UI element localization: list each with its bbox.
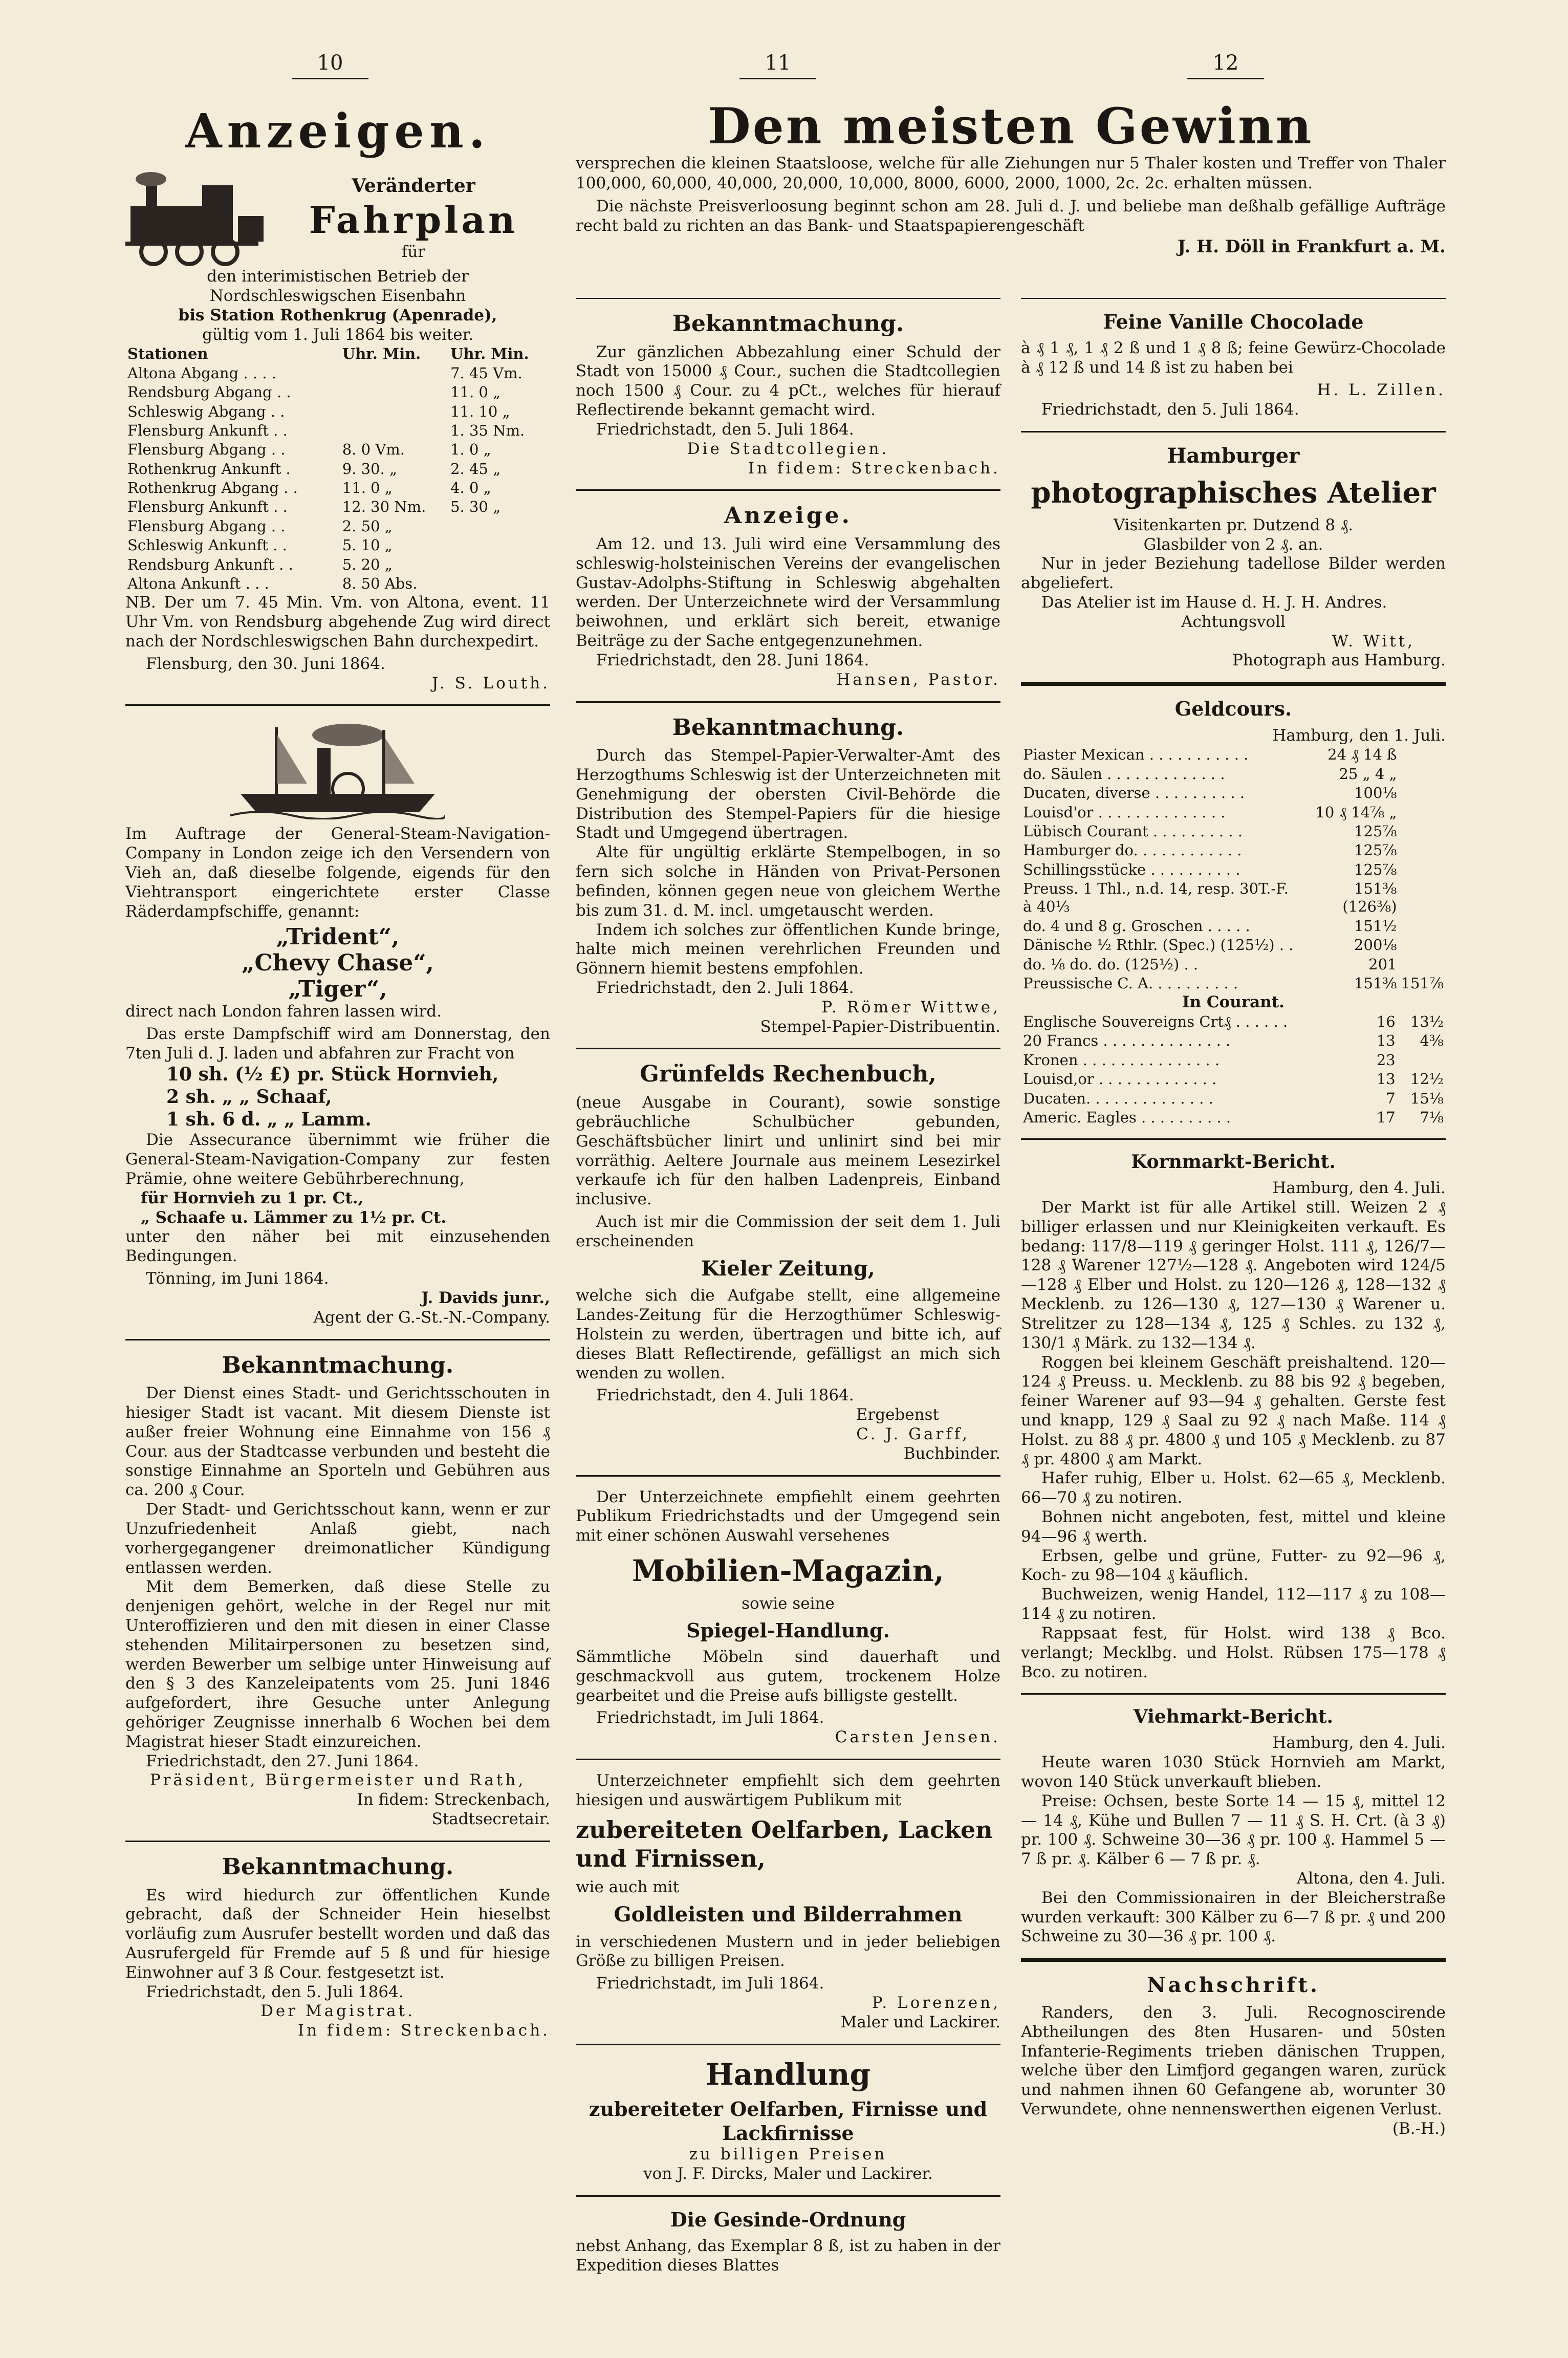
paragraph: Erbsen, gelbe und grüne, Futter- zu 92—96 ₰, Koch- zu 98—104 ₰ käuflich. [1021,1546,1446,1585]
table-cell: 151½ [1354,917,1397,935]
page-number-left: 10 [292,51,368,79]
table-row [1021,841,1446,860]
table-row [125,460,550,479]
fahrplan-title: Fahrplan [309,198,518,242]
table-row [125,497,550,516]
table-row [125,364,550,383]
fahrplan-ad [125,170,550,693]
table-cell [1399,955,1446,974]
signature: P. Römer Wittwe, [821,998,1000,1016]
paragraph: Zur gänzlichen Abbezahlung einer Schuld der Stadt von 15000 ₰ Cour., suchen die Stadtcollegien noch 1500 ₰ Cour. zu 4 pCt., welches für hierauf Reflectirende bekannt gemacht wird. [576,342,1000,420]
table-cell: Flensburg Ankunft . . [127,498,288,516]
signature: Der Magistrat. [260,2002,415,2021]
paragraph: Es wird hiedurch zur öffentlichen Kunde gebracht, daß der Schneider Hein hieselbst vorläufig zum Ausrufer bestellt worden und daß das Ausrufergeld für Fremde auf 5 ß und für hiesige Einwohner auf 3 ß Cour. festgesetzt ist. [125,1886,550,1982]
paragraph: Bohnen nicht angeboten, fest, mittel und kleine 94—96 ₰ werth. [1021,1508,1446,1546]
table-cell: Preuss. 1 Thl., n.d. 14, resp. 30T.-F. à 40⅓ [1023,880,1289,916]
signature: Buchbinder. [903,1444,1000,1463]
table-cell: Hamburger do. . . . . . . . . . . . [1023,841,1242,859]
table-cell [1399,841,1446,860]
paragraph: Hafer ruhig, Elber u. Holst. 62—65 ₰, Mecklenb. 66—70 ₰ zu notiren. [1021,1469,1446,1507]
signature: Hansen, Pastor. [836,670,1000,689]
table-row [125,536,550,555]
ad-text: von J. F. Dircks, Maler und Lackirer. [643,2164,933,2183]
right-column [1021,287,1446,2139]
paragraph: (neue Ausgabe in Courant), sowie sonstige gebräuchliche Schulbücher gebunden, Geschäftsbücher linirt und unlinirt sind bei mir vorräthig. Aeltere Journale aus meinem Lesezirkel verkaufe ich für den halben Ladenpreis, Einband inclusive. [576,1093,1000,1209]
table-cell: Kronen . . . . . . . . . . . . . . . [1023,1051,1220,1069]
bekanntmachung-title: Bekanntmachung. [222,1853,454,1880]
table-row [1021,822,1446,841]
atelier-ad [1021,444,1446,671]
table-row [1021,974,1446,993]
paragraph: Der Unterzeichnete empfiehlt einem geehrten Publikum Friedrichstadts und der Umgegend sein mit einer schönen Auswahl versehenes [576,1487,1000,1545]
table-cell [1399,879,1446,917]
ship-name: „Trident“, [276,924,400,950]
viehmarkt-bericht [1021,1706,1446,1946]
ad-title: Grünfelds Rechenbuch, [640,1061,937,1088]
table-cell: 2. 45 „ [450,460,501,478]
paragraph: Nur in jeder Beziehung tadellose Bilder werden abgeliefert. [1021,554,1446,593]
anzeige-title: Anzeige. [724,503,852,529]
paragraph: Preise: Ochsen, beste Sorte 14 — 15 ₰, mittel 12 — 14 ₰, Kühe und Bullen 7 — 11 ₰ S. H. Crt. (à 3 ₰) pr. 100 ₰. Schweine 30—36 ₰ pr. 100 ₰. Hammel 5 — 7 ß pr. ₰. Kälber 6 — 7 ß pr. ₰. [1021,1791,1446,1869]
paragraph: Heute waren 1030 Stück Hornvieh am Markt, wovon 140 Stück unverkauft blieben. [1021,1753,1446,1791]
signature: W. Witt, [1332,632,1415,651]
left-column [125,87,550,2041]
signature: H. L. Zillen. [1317,380,1446,399]
paragraph: Der Stadt- und Gerichtsschout kann, wenn er zur Unzufriedenheit Anlaß giebt, nach vorhergegangener dreimonatlicher Kündigung entlassen werden. [125,1500,550,1577]
table-row [1021,765,1446,784]
signature: J. H. Döll in Frankfurt a. M. [1178,236,1446,257]
table-cell [340,364,448,383]
mobilien-ad [576,1488,1000,1747]
signature: In fidem: Streckenbach. [748,459,1000,478]
paragraph: Randers, den 3. Juli. Recognoscirende Abtheilungen des 8ten Husaren- und 50sten Infanterie-Regiments trieben dänischen Truppen, welche über den Limfjord gegangen waren, zurück und nahmen ihnen 60 Gefangene ab, worunter 30 Verwundete, ohne nennenswerthen eigenen Verlust. [1021,2003,1446,2119]
section-date: Hamburg, den 1. Juli. [1272,726,1446,745]
fahrplan-subtitle: den interimistischen Betrieb der Nordschleswigschen Eisenbahn [207,267,469,306]
table-cell: 5. 10 „ [342,536,393,554]
fahrplan-valid: gültig vom 1. Juli 1864 bis weiter. [202,325,473,344]
table-cell [1399,860,1446,879]
place-date: Friedrichstadt, im Juli 1864. [596,1708,824,1727]
table-cell: Ducaten, diverse . . . . . . . . . . [1023,784,1245,802]
column-header: Uhr. Min. [450,345,529,363]
table-cell: 25 „ 4 „ [1339,765,1397,783]
geldcours [1021,697,1446,1127]
ship-name: „Tiger“, [288,976,387,1002]
paragraph: Der Markt ist für alle Artikel still. Weizen 2 ₰ billiger erlassen und nur Kleinigkeiten verkauft. Es bedang: 117/8—119 ₰ geringer Holst. 111 ₰, 126/7—128 ₰ Warener 127½—128 ₰. Angeboten wird 124/5—128 ₰ Elber und Holst. zu 120—126 ₰, 128—132 ₰ Mecklenb. zu 126—130 ₰, 127—130 ₰ Warener u. Strelitzer zu 128—134 ₰, 125 ₰ Schles. zu 132 ₰, 130/1 ₰ Märk. zu 132—134 ₰. [1021,1198,1446,1352]
steamer-signature: J. Davids junr., [421,1288,550,1307]
table-cell [340,383,448,402]
table-cell: 20 Francs . . . . . . . . . . . . . . [1023,1032,1231,1050]
bekanntmachung-schout [125,1352,550,1829]
table-row [1021,745,1446,764]
section-title: Nachschrift. [1147,1973,1320,1998]
section-subtitle: In Courant. [1182,993,1284,1012]
table-cell: 11. 10 „ [450,402,510,420]
table-row [125,517,550,536]
table-cell: Louisd'or . . . . . . . . . . . . . . [1023,803,1226,821]
geldcours-table [1021,745,1446,993]
table-row [1021,1108,1446,1127]
table-cell: Schillingsstücke . . . . . . . . . . [1023,860,1240,878]
table-cell: 16 [1376,1013,1396,1031]
paragraph: nebst Anhang, das Exemplar 8 ß, ist zu haben in der Expedition dieses Blattes [576,2237,1000,2275]
ad-text: sowie seine [742,1594,835,1613]
table-cell: 17 [1376,1108,1396,1126]
table-cell: Flensburg Abgang . . [127,517,286,535]
signature: C. J. Garff, [856,1425,970,1444]
section-title: Kornmarkt-Bericht. [1131,1151,1336,1173]
table-row [1021,803,1446,822]
ad-text: Achtungsvoll [1181,612,1286,631]
ad-text: Glasbilder von 2 ₰. an. [1143,535,1323,554]
place-date: Friedrichstadt, den 5. Juli 1864. [1041,400,1299,419]
signature: Stempel-Papier-Distribuentin. [760,1017,1000,1036]
table-cell: Rothenkrug Ankunft . [127,460,291,478]
paragraph: Unterzeichneter empfiehlt sich dem geehrten hiesigen und auswärtigem Publikum mit [576,1771,1000,1809]
gruenfeld-ad [576,1061,1000,1463]
paragraph: Der Dienst eines Stadt- und Gerichtsschouten in hiesiger Stadt ist vacant. Mit diesem Dienste ist außer freier Wohnung eine Einnahme von 156 ₰ Cour. aus der Stadtcasse verbunden und besteht die sonstige Einnahme an Sporteln und Gebühren aus ca. 200 ₰ Cour. [125,1384,550,1500]
place-date: Friedrichstadt, den 27. Juni 1864. [146,1751,419,1770]
ad-text: wie auch mit [576,1877,680,1896]
table-cell: 7. 45 Vm. [450,364,522,382]
signature: Stadtsecretair. [431,1810,550,1829]
ad-title: Mobilien-Magazin, [632,1553,944,1589]
gesinde-ad [576,2208,1000,2276]
table-cell [1399,765,1446,784]
table-cell: 151⅜ [1354,974,1397,992]
signature: Ergebenst [856,1405,939,1424]
table-row [1021,955,1446,974]
table-cell [340,421,448,440]
table-cell: 5. 30 „ [450,498,501,516]
paragraph: welche sich die Aufgabe stellt, eine allgemeine Landes-Zeitung für die Herzogthümer Schleswig-Holstein zu werden, übertragen und bitte ich, auf dieses Blatt Reflectirende, gefälligst an mich sich wenden zu wollen. [576,1286,1000,1382]
table-cell: 12½ [1410,1070,1444,1088]
table-cell: Lübisch Courant . . . . . . . . . . [1023,822,1243,840]
steamer-agent: Agent der G.-St.-N.-Company. [313,1308,550,1327]
steamer-direct: direct nach London fahren lassen wird. [125,1002,442,1021]
page-number-middle: 11 [739,51,816,79]
table-cell: Flensburg Ankunft . . [127,421,288,439]
table-cell: 13 [1376,1070,1396,1088]
page-number-right: 12 [1187,51,1264,79]
steamer-more: unter den näher bei mit einzusehenden Bedingungen. [125,1227,550,1266]
steamer-first: Das erste Dampfschiff wird am Donnerstag, den 7ten Juli d. J. laden und abfahren zur Fracht von [125,1025,550,1063]
ad-title: Goldleisten und Bilderrahmen [614,1902,963,1927]
table-cell: 8. 50 Abs. [342,574,418,592]
fahrplan-kicker: Veränderter [352,175,475,197]
table-row [1021,917,1446,936]
ad-title: Die Gesinde-Ordnung [670,2208,906,2231]
signature: (B.-H.) [1392,2119,1446,2138]
table-cell [1399,803,1446,822]
table-cell: 15⅛ [1410,1089,1444,1107]
rate-line: 10 sh. (½ £) pr. Stück Hornvieh, [166,1063,499,1085]
table-cell: Flensburg Abgang . . [127,441,286,459]
paragraph: Indem ich solches zur öffentlichen Kunde bringe, halte mich meinen verehrlichen Freunden und Gönnern hiemit bestens empfohlen. [576,920,1000,978]
table-cell: 4. 0 „ [450,479,491,497]
table-cell: Ducaten. . . . . . . . . . . . . . [1023,1089,1213,1107]
signature: P. Lorenzen, [872,1993,1000,2012]
paragraph: Bei den Commissionairen in der Bleicherstraße wurden verkauft: 300 Kälber zu 6—7 ß pr. ₰ und 200 Schweine zu 30—36 ₰ pr. 100 ₰. [1021,1888,1446,1946]
anzeigen-heading: Anzeigen. [185,103,490,159]
paragraph: Am 12. und 13. Juli wird eine Versammlung des schleswig-holsteinischen Vereins der evangelischen Gustav-Adolphs-Stiftung in Schleswig abgehalten werden. Der Unterzeichnete wird der Versammlung beiwohnen, und erklärt sich bereit, etwanige Beiträge zu der Sache entgegenzunehmen. [576,535,1000,651]
paragraph: Alte für ungültig erklärte Stempelbogen, in so fern sich solche in Händen von Privat-Personen befinden, können gegen neue von gleichem Werthe bis zum 31. d. M. incl. umgetauscht werden. [576,843,1000,920]
table-cell [1399,936,1446,955]
steamship-icon [230,717,445,819]
table-cell: 24 ₰ 14 ß [1327,746,1397,764]
table-cell: 2. 50 „ [342,517,393,535]
section-date: Hamburg, den 4. Juli. [1272,1734,1446,1753]
ad-title: Spiegel-Handlung. [686,1618,890,1642]
fahrplan-station: bis Station Rothenkrug (Apenrade), [178,306,497,325]
section-title: Geldcours. [1174,697,1292,721]
place-date: Friedrichstadt, den 2. Juli 1864. [596,978,854,997]
rate-line: 2 sh. „ „ Schaaf, [166,1086,332,1108]
table-cell [448,555,550,574]
table-cell: 151⅜ (126⅜) [1342,880,1397,916]
ad-title: Kieler Zeitung, [701,1256,875,1281]
fahrplan-signature: J. S. Louth. [431,674,550,693]
steamer-place-date: Tönning, im Juni 1864. [146,1269,329,1288]
signature: In fidem: Streckenbach, [357,1790,550,1809]
table-row [1021,860,1446,879]
ad-title: Feine Vanille Chocolade [1103,310,1364,333]
paragraph: à ₰ 1 ₰, 1 ₰ 2 ß und 1 ₰ 8 ß; feine Gewürz-Chocolade à ₰ 12 ß und 14 ß ist zu haben bei [1021,339,1446,377]
table-cell [1398,1051,1446,1070]
paragraph: Mit dem Bemerken, daß diese Stelle zu denjenigen gehört, welche in der Regel nur mit Unteroffizieren und den mit diesen in einer Classe stehenden Militairpersonen zu besetzen sind, werden Bewerber um selbige unter Hinweisung auf den § 3 des Kanzeleipatents vom 25. Juni 1846 aufgefordert, ihre Gesuche unter Anlegung gehöriger Zeugnisse innerhalb 6 Wochen bei dem Magistrat hieser Stadt einzureichen. [125,1577,550,1751]
table-cell: 125⅞ [1354,841,1397,859]
table-row [1021,1051,1446,1070]
bekanntmachung-ausrufer [125,1853,550,2041]
table-cell [1399,822,1446,841]
section-date: Hamburg, den 4. Juli. [1272,1179,1446,1198]
signature: Die Stadtcollegien. [687,439,889,458]
table-cell: Rendsburg Abgang . . [127,383,291,401]
table-cell: 23 [1376,1051,1396,1069]
table-cell: 11. 0 „ [450,383,501,401]
fahrplan-table [125,344,550,593]
steamer-intro: Im Auftrage der General-Steam-Navigation-Company in London zeige ich den Versendern von Vieh an, daß dieselbe folgende, eigends für den Viehtransport eingerichtete erster Classe Räderdampfschiffe, genannt: [125,825,550,921]
table-row [125,479,550,497]
place-date: Friedrichstadt, im Juli 1864. [596,1974,824,1993]
ad-title: Hamburger [1167,443,1300,468]
table-cell: Rothenkrug Abgang . . [127,479,298,497]
paragraph: Auch ist mir die Commission der seit dem 1. Juli erscheinenden [576,1212,1000,1250]
nachschrift [1021,1973,1446,2138]
table-cell: 125⅞ [1354,822,1397,840]
ad-text: zubereiteter Oelfarben, Firnisse und [589,2097,988,2121]
table-cell: 9. 30. „ [342,460,398,478]
fahrplan-note: NB. Der um 7. 45 Min. Vm. von Altona, event. 11 Uhr Vm. von Rendsburg abgehende Zug wird direct nach der Nordschleswigschen Bahn durchexpedirt. [125,593,550,651]
table-cell: 201 [1368,955,1397,973]
table-row [1021,1012,1446,1031]
locomotive-icon [125,170,269,267]
table-row [125,574,550,593]
table-row [1021,1070,1446,1089]
table-row [125,383,550,402]
table-cell: Dänische ½ Rthlr. (Spec.) (125½) . . [1023,936,1294,954]
anzeige-versammlung [576,502,1000,689]
paragraph: Das Atelier ist im Hause d. H. J. H. Andres. [1041,593,1387,612]
table-cell: 4⅜ [1420,1032,1444,1050]
table-row [1021,936,1446,955]
paragraph: Buchweizen, wenig Handel, 112—117 ₰ zu 108—114 ₰ zu notiren. [1021,1585,1446,1624]
place-date: Friedrichstadt, den 5. Juli 1864. [596,420,854,439]
table-row [125,440,550,459]
table-cell [448,574,550,593]
paragraph: Sämmtliche Möbeln sind dauerhaft und geschmackvoll aus gutem, trockenem Holze gearbeitet und die Preise aufs billigste gestellt. [576,1648,1000,1705]
table-cell: 151⅞ [1401,974,1444,992]
ad-text: Lackfirnisse [722,2121,854,2145]
ad-title: photographisches Atelier [1031,476,1436,510]
steamer-ad [125,717,550,1327]
lottery-headline: Den meisten Gewinn [708,97,1314,155]
section-date: Altona, den 4. Juli. [1296,1869,1446,1888]
middle-column [576,287,1000,2279]
table-cell: Altona Abgang . . . . [127,364,276,382]
lottery-ad [576,154,1446,258]
table-cell [1399,917,1446,936]
table-cell: Preussische C. A. . . . . . . . . . [1023,974,1238,992]
section-title: Viehmarkt-Bericht. [1133,1706,1334,1728]
table-cell: Schleswig Abgang . . [127,402,285,420]
table-cell: 125⅞ [1354,860,1397,878]
table-cell: 1. 0 „ [450,441,491,459]
oelfarben-ad [576,1771,1000,2032]
table-cell: 13 [1376,1032,1396,1050]
table-cell: 7⅛ [1420,1108,1444,1126]
column-header: Stationen [127,345,208,363]
paragraph: Die nächste Preisverloosung beginnt schon am 28. Juli d. J. und beliebe man deßhalb gefällige Aufträge recht bald zu richten an das Bank- und Staatspapierengeschäft [576,197,1446,235]
ad-title: Handlung [705,2057,871,2092]
table-cell [1399,745,1446,764]
table-row [1021,1089,1446,1108]
ad-text: Visitenkarten pr. Dutzend 8 ₰. [1113,515,1354,534]
table-row [1021,879,1446,917]
table-cell [448,536,550,555]
fahrplan-place-date: Flensburg, den 30. Juni 1864. [146,654,385,673]
place-date: Friedrichstadt, den 28. Juni 1864. [596,651,869,669]
place-date: Friedrichstadt, den 4. Juli 1864. [596,1386,854,1405]
table-cell: 200⅛ [1354,936,1397,954]
table-cell [340,402,448,421]
rate-line: „ Schaafe u. Lämmer zu 1½ pr. Ct. [141,1208,447,1227]
paragraph: versprechen die kleinen Staatsloose, welche für alle Ziehungen nur 5 Thaler kosten und Treffer von Thaler 100,000, 60,000, 40,000, 20,000, 10,000, 8000, 6000, 2000, 1000, 2c. 2c. erhalten müssen. [576,154,1446,192]
table-row [1021,784,1446,803]
chocolade-ad [1021,310,1446,420]
table-row [1021,1031,1446,1050]
paragraph: in verschiedenen Mustern und in jeder beliebigen Größe zu billigen Preisen. [576,1932,1000,1971]
column-header: Uhr. Min. [342,345,421,363]
table-row [125,402,550,421]
paragraph: Durch das Stempel-Papier-Verwalter-Amt des Herzogthums Schleswig ist der Unterzeichneten mit Genehmigung der obersten Civil-Behörde die Distribution des Stempel-Papiers für die hiesige Stadt und Umgegend übertragen. [576,746,1000,842]
table-cell: 7 [1386,1089,1396,1107]
handlung-ad [576,2057,1000,2184]
table-cell [448,517,550,536]
table-cell: do. ⅛ do. do. (125½) . . [1023,955,1199,973]
signature: Präsident, Bürgermeister und Rath, [149,1771,526,1790]
table-cell: 1. 35 Nm. [450,421,525,439]
table-cell: Piaster Mexican . . . . . . . . . . . [1023,746,1249,764]
signature: Photograph aus Hamburg. [1232,651,1446,670]
table-cell: do. 4 und 8 g. Groschen . . . . . [1023,917,1250,935]
bekanntmachung-anleihe [576,310,1000,478]
place-date: Friedrichstadt, den 5. Juli 1864. [146,1982,404,2001]
ad-title: zubereiteten Oelfarben, Lacken und Firnissen, [576,1815,993,1872]
table-cell: Englische Souvereigns Crt₰ . . . . . . [1023,1013,1288,1031]
table-cell: Louisd,or . . . . . . . . . . . . . [1023,1070,1217,1088]
table-cell: 12. 30 Nm. [342,498,426,516]
rate-line: 1 sh. 6 d. „ „ Lamm. [166,1108,372,1130]
table-cell: 100⅛ [1354,784,1397,802]
table-cell: Schleswig Ankunft . . [127,536,287,554]
ship-name: „Chevy Chase“, [242,950,434,977]
table-cell: do. Säulen . . . . . . . . . . . . . [1023,765,1225,783]
bekanntmachung-title: Bekanntmachung. [672,311,904,337]
kornmarkt-bericht [1021,1151,1446,1682]
table-cell: Altona Ankunft . . . [127,574,269,592]
table-cell [1399,784,1446,803]
paragraph: Rappsaat fest, für Holst. wird 138 ₰ Bco. verlangt; Mecklbg. und Holst. Rübsen 175—178 ₰ Bco. zu notiren. [1021,1624,1446,1681]
bekanntmachung-title: Bekanntmachung. [672,714,904,741]
table-cell: 5. 20 „ [342,555,393,573]
table-cell: 11. 0 „ [342,479,393,497]
bekanntmachung-title: Bekanntmachung. [222,1352,454,1378]
table-cell: 13½ [1410,1013,1444,1031]
signature: Maler und Lackirer. [840,2013,1000,2031]
steamer-assurance: Die Assecurance übernimmt wie früher die General-Steam-Navigation-Company zur festen Prämie, ohne weitere Gebührberechnung, [125,1131,550,1188]
table-cell: Americ. Eagles . . . . . . . . . . [1023,1108,1231,1126]
courant-table [1021,1012,1446,1127]
table-cell: 10 ₰ 14⅞ „ [1315,803,1397,821]
rate-line: für Hornvieh zu 1 pr. Ct., [141,1188,364,1207]
table-cell: Rendsburg Ankunft . . [127,555,293,573]
bekanntmachung-stempel [576,714,1000,1037]
table-cell: 8. 0 Vm. [342,441,405,459]
fahrplan-fuer: für [401,243,426,262]
table-row [125,421,550,440]
signature: In fidem: Streckenbach. [297,2021,550,2040]
table-row [125,555,550,574]
signature: Carsten Jensen. [835,1728,1000,1747]
paragraph: Roggen bei kleinem Geschäft preishaltend. 120—124 ₰ Preuss. u. Mecklenb. zu 88 bis 92 ₰ begeben, feiner Warener auf 93—94 ₰ gehalten. Gerste fest und knapp, 129 ₰ Saal zu 92 ₰ nach Maße. 114 ₰ Holst. zu 88 ₰ pr. 4800 ₰ und 105 ₰ Mecklenb. zu 87 ₰ pr. 4800 ₰ am Markt. [1021,1353,1446,1468]
ad-text: zu billigen Preisen [689,2145,887,2164]
